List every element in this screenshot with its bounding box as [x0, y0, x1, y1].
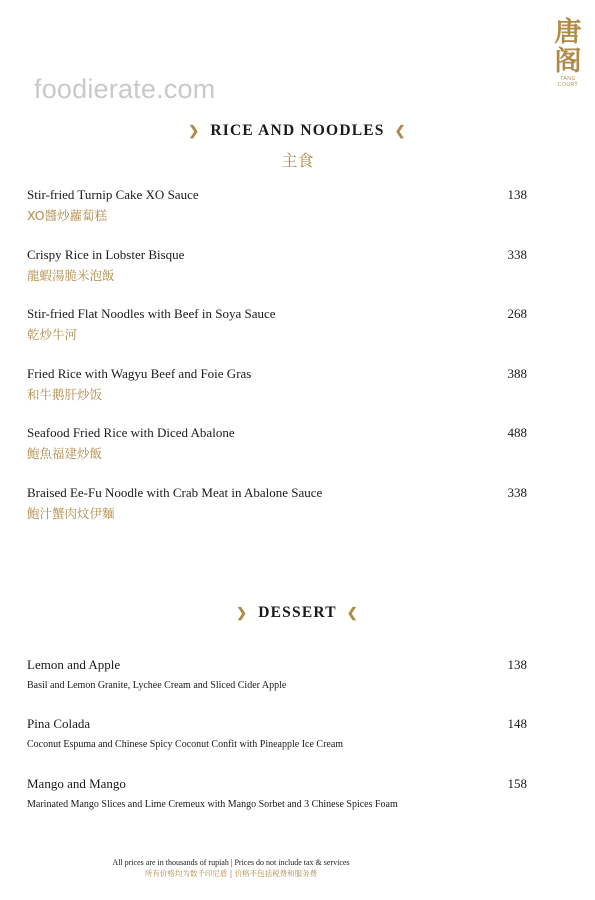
ornament-left-icon: ❯	[188, 123, 201, 139]
item-name: Braised Ee-Fu Noodle with Crab Meat in Abalone Sauce	[27, 485, 323, 500]
item-name: Fried Rice with Wagyu Beef and Foie Gras	[27, 366, 252, 381]
item-price: 158	[507, 776, 527, 791]
menu-item	[27, 187, 527, 223]
item-name-cn: 龍蝦湯脆米泡飯	[27, 268, 115, 283]
menu-item	[27, 425, 527, 461]
ornament-left-icon: ❯	[236, 605, 249, 621]
section-title-cn: 主食	[281, 151, 314, 170]
footer-note-en: All prices are in thousands of rupiah | Prices do not include tax & services	[112, 858, 350, 867]
menu-item	[27, 306, 527, 342]
menu-item	[27, 716, 527, 751]
restaurant-logo	[553, 18, 583, 96]
item-name: Lemon and Apple	[27, 657, 121, 672]
section-title-dessert	[0, 604, 595, 622]
menu-item	[27, 776, 527, 811]
item-price: 268	[507, 306, 527, 321]
item-name: Seafood Fried Rice with Diced Abalone	[27, 425, 235, 440]
item-name: Crispy Rice in Lobster Bisque	[27, 247, 185, 262]
item-name-cn: 乾炒牛河	[27, 327, 78, 342]
logo-glyph-2: 阁	[554, 46, 582, 77]
section-title-text: DESSERT	[258, 604, 337, 621]
item-description: Marinated Mango Slices and Lime Cremeux with Mango Sorbet and 3 Chinese Spices Foam	[27, 799, 398, 810]
item-price: 138	[507, 657, 527, 672]
item-description: Coconut Espuma and Chinese Spicy Coconut Confit with Pineapple Ice Cream	[27, 739, 344, 750]
item-description: Basil and Lemon Granite, Lychee Cream and Sliced Cider Apple	[27, 680, 287, 691]
ornament-right-icon: ❮	[394, 123, 407, 139]
ornament-right-icon: ❮	[346, 605, 359, 621]
item-price: 338	[507, 485, 527, 500]
item-name: Stir-fried Turnip Cake XO Sauce	[27, 187, 199, 202]
item-price: 488	[507, 425, 527, 440]
watermark: foodierate.com	[34, 74, 216, 104]
item-name-cn: XO醬炒蘿蔔糕	[27, 208, 108, 223]
footer-note	[0, 857, 462, 879]
item-name-cn: 和牛鹅肝炒饭	[27, 387, 103, 402]
item-name: Pina Colada	[27, 716, 91, 731]
menu-item	[27, 366, 527, 402]
logo-text-2: COURT	[557, 82, 579, 88]
section-title-rice-noodles	[0, 122, 595, 140]
item-price: 388	[507, 366, 527, 381]
section-title-text: RICE AND NOODLES	[210, 122, 385, 139]
item-name: Mango and Mango	[27, 776, 126, 791]
item-name-cn: 鮑汁蟹肉炆伊麵	[27, 506, 115, 521]
menu-item	[27, 485, 527, 521]
logo-text-1: TANG	[560, 76, 576, 82]
item-price: 138	[507, 187, 527, 202]
item-name-cn: 鮑魚福建炒飯	[27, 446, 103, 461]
footer-note-cn: 所有价格均为数千印尼盾 | 价格不包括税费和服务费	[144, 869, 318, 878]
logo-glyph-1: 唐	[554, 17, 582, 48]
item-price: 148	[507, 716, 527, 731]
menu-item	[27, 247, 527, 283]
menu-item	[27, 657, 527, 692]
item-name: Stir-fried Flat Noodles with Beef in Soya Sauce	[27, 306, 276, 321]
item-price: 338	[507, 247, 527, 262]
